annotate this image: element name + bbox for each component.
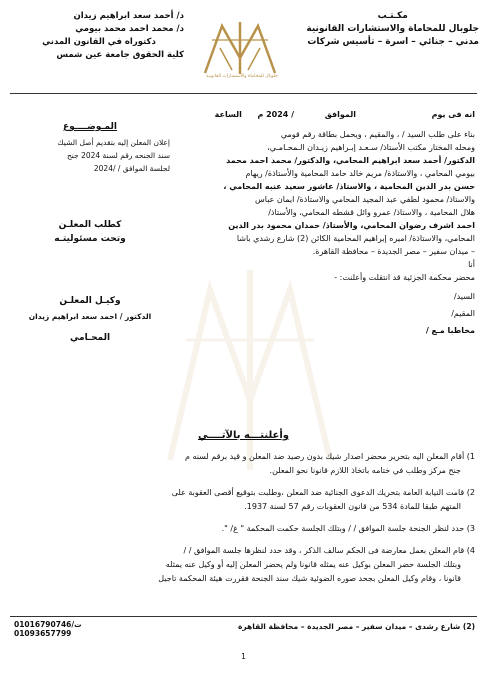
requester-block xyxy=(10,220,170,244)
list-item xyxy=(12,544,475,586)
date-line xyxy=(155,108,475,121)
item-text: المتهم طبقا للمادة 534 من قانون العقوبات رقم 57 لسنة 1937. xyxy=(244,502,461,511)
muwafiq-label: الموافق xyxy=(324,110,357,119)
body-line: ومحله المختار مكتب الأستاذ/ سـعـد إبـراهيم زيـدان الـمحـامـي، xyxy=(267,143,475,152)
item-number: 4) xyxy=(466,546,475,555)
item-number: 1) xyxy=(466,452,475,461)
agent-block xyxy=(10,296,170,343)
subject-column xyxy=(10,122,170,175)
doctorate-line: دكتوراه في القانون المدني xyxy=(42,37,156,47)
office-header xyxy=(306,10,479,49)
agent-name: الدكتور / احمد سعد ابراهيم زيدان xyxy=(28,312,152,321)
item-text: وبتلك الجلسة حضر المعلن بوكيل عنه يمثله قانونا ولم يحضر المعلن إليه أو وكيل عنه يمثله xyxy=(165,560,461,569)
agent-role: المحـامي xyxy=(69,333,111,343)
hour-label: الساعة xyxy=(214,110,242,119)
footer-address: (2) شارع رشدى – ميدان سفير – مصر الجديدة – محافظة القاهرة xyxy=(237,622,475,631)
office-name: جلوبال للمحاماة والاستشارات القانونية xyxy=(306,24,479,34)
item-text: أقام المعلن اليه بتحرير محضر اصدار شيك بدون رصيد ضد المعلن و قيد برقم لسنه م xyxy=(184,452,465,461)
footer-phones xyxy=(14,620,82,638)
subject-line: سند الجنحه رقم لسنة 2024 جنح xyxy=(66,151,170,160)
logo-caption: جلوبال للمحاماة والاستشارات القانونية xyxy=(206,74,278,79)
page-number: 1 xyxy=(241,652,246,661)
ana-line: أنا xyxy=(468,260,475,269)
items-list xyxy=(12,450,475,586)
item-text: جنح مركز وطلب في ختامه باتخاذ اللازم قانونا نحو المعلن. xyxy=(269,466,461,475)
list-item xyxy=(12,486,475,514)
subject-title: المـوضــــوع xyxy=(62,122,117,132)
announce-title: وأعلنتـــه بالآتــــي xyxy=(197,430,290,441)
footer-divider xyxy=(10,616,477,617)
year-label: / 2024 م xyxy=(257,110,295,119)
day-label: انه فى يوم xyxy=(431,110,475,119)
item-number: 3) xyxy=(466,524,475,533)
subject-line: إعلان المعلن إليه بتقديم أصل الشيك xyxy=(57,138,170,147)
body-line: بيومي المحامي ، والاستاذة/ مريم خالد حامد المحامية والأستاذة/ ريهام xyxy=(245,169,475,178)
body-line: الدكتور/ أحمد سعد ابراهيم المحامي، والدكتور/ محمد احمد محمد xyxy=(226,156,475,165)
body-line: المحامي، والاستاذة/ اميره إبراهيم المحامية الكائن (2) شارع رشدي باشا xyxy=(236,234,475,243)
list-item xyxy=(12,450,475,478)
office-label: مكـتـب xyxy=(377,11,408,21)
agent-title: وكيـل المعلـن xyxy=(59,296,121,306)
item-text: حدد لنظر الجنحة جلسة الموافق / / وبتلك الجلسة حكمت المحكمة " غ/ ". xyxy=(221,524,465,533)
muqim-line: المقيم/ xyxy=(451,309,475,318)
responsibility-title: وتحت مسئوليتـه xyxy=(54,234,126,244)
body-line: هلال المحامية ، والاستاذ/ عمرو وائل قشطه المحامي، والأستاذ/ xyxy=(268,208,475,217)
item-number: 2) xyxy=(466,488,475,497)
phone-1: ت/01016790746 xyxy=(14,620,82,629)
requester-paragraph xyxy=(183,128,475,337)
doctor-2-name: د/ محمد احمد محمد بيومي xyxy=(75,24,184,34)
body-line: حسن بدر الدين المحامية ، والاستاذ/ عاشور سعيد عنبه المحامي ، xyxy=(223,182,475,191)
mukhatiban-line: مخاطبا مـع / xyxy=(425,326,475,335)
doctors-header xyxy=(14,10,184,62)
item-text: قامت النيابة العامة بتحريك الدعوى الجنائية ضد المعلن ،وطلبت بتوقيع أقصى العقوبة على xyxy=(171,488,465,497)
list-item xyxy=(12,522,475,536)
mohdar-line: محضر محكمة الجزئية قد انتقلت وأعلنت: - xyxy=(334,273,475,282)
body-line: والاستاذ/ محمود لطفي عبد المجيد المحامي والاستاذة/ ايمان عباس xyxy=(254,195,475,204)
item-text: قانونا ، وقام وكيل المعلن بجحد صوره الضوئية شيك سند الجنحة فقررت هيئة المحكمة تاجيل xyxy=(158,574,461,583)
office-logo xyxy=(190,18,290,80)
phone-2: 01093657799 xyxy=(14,629,72,638)
sayed-line: السيد/ xyxy=(453,292,475,301)
body-line: احمد اشرف رضوان المحامي، والأستاذ/ حمدان محمود بدر الدين xyxy=(228,221,475,230)
office-specialties: مدني – جنائي – اسرة – تأسيس شركات xyxy=(307,37,479,47)
subject-line: لجلسة الموافق / /2024 xyxy=(93,164,170,173)
header-divider xyxy=(10,93,477,94)
item-text: قام المعلن بعمل معارضة فى الحكم سالف الذكر ، وقد حدد لنظرها جلسة الموافق / / xyxy=(183,546,465,555)
faculty-line: كلية الحقوق جامعة عين شمس xyxy=(56,50,184,60)
doctor-1-name: د/ أحمد سعد ابراهيم زيدان xyxy=(73,11,184,21)
body-line: – ميدان سفير – مصر الجديدة – محافظة القاهرة. xyxy=(312,247,475,256)
requester-title: كطلب المعلـن xyxy=(58,220,122,230)
body-line: بناء على طلب السيد / ، والمقيم ، ويحمل بطاقة رقم قومي xyxy=(280,130,475,139)
